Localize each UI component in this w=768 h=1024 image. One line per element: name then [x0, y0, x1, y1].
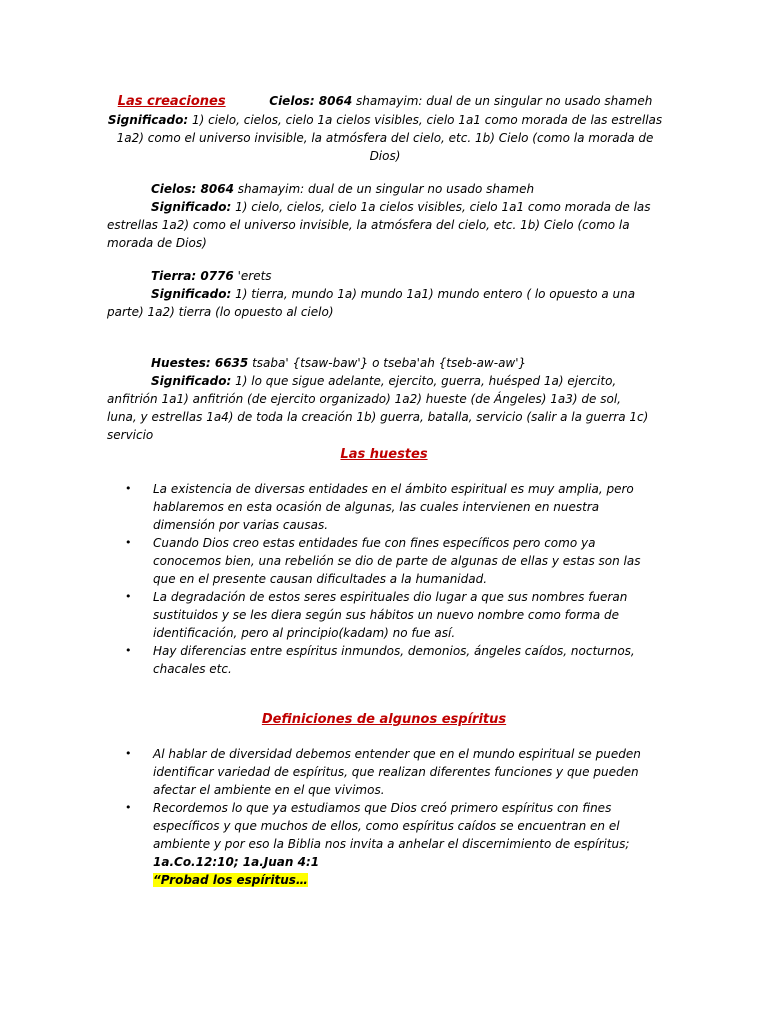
section-title-creaciones: Las creaciones [117, 94, 226, 109]
bullet-icon: • [125, 482, 132, 495]
list-item [125, 588, 665, 642]
entry-huestes-significado [107, 372, 652, 444]
entry-tierra-significado [107, 285, 652, 321]
bullet-icon: • [125, 801, 132, 814]
entry-tierra-text: 'erets [237, 269, 272, 283]
entry-cielos-sig-rest: estrellas 1a2) como el universo invisible, la atmósfera del cielo, etc. 1b) Cielo (como la morada de Dios) [107, 218, 630, 250]
bullet-icon: • [125, 644, 132, 657]
list-item-text: Hay diferencias entre espíritus inmundos, demonios, ángeles caídos, nocturnos, chacales etc. [153, 644, 635, 676]
entry-tierra-header [107, 267, 652, 285]
section-title-huestes: Las huestes [340, 447, 428, 462]
list-item-text: La degradación de estos seres espirituales dio lugar a que sus nombres fueran sustituidos y se les diera según sus hábitos un nuevo nombre como forma de identificación, pero al principio(kadam) no fue así. [153, 590, 628, 640]
entry-huestes-sig-line1: 1) lo que sigue adelante, ejercito, guerra, huésped 1a) ejercito, anfitrión [107, 374, 617, 406]
bible-reference: 1a.Co.12:10; 1a.Juan 4:1 [153, 855, 320, 869]
entry-tierra-sig-rest: 1a2) tierra (lo opuesto al cielo) [147, 305, 334, 319]
entry-cielos-term: Cielos: 8064 [151, 182, 234, 196]
entry-huestes-term: Huestes: 6635 [151, 356, 249, 370]
list-item [125, 642, 665, 678]
heading-huestes-wrap [0, 445, 768, 464]
list-item-text: Cuando Dios creo estas entidades fue con fines específicos pero como ya conocemos bien, una rebelión se dio de parte de algunas de ellas y estas son las que en el presente causan dificultades a la humanidad. [153, 536, 641, 586]
definiciones-list [125, 745, 665, 889]
huestes-list [125, 480, 665, 678]
list-item [125, 480, 665, 534]
bullet-icon: • [125, 536, 132, 549]
intro-title-line [105, 92, 665, 111]
intro-sig-text: 1) cielo, cielos, cielo 1a cielos visibles, cielo 1a1 como morada de las estrellas 1a2) como el universo invisible, la atmósfera del cielo, etc. 1b) Cielo (como la morada de Dios) [116, 113, 663, 163]
entry-cielos-sig-label: Significado: [151, 200, 232, 214]
list-item [125, 745, 665, 799]
bullet-icon: • [125, 590, 132, 603]
entry-cielos-text: shamayim: dual de un singular no usado shameh [237, 182, 535, 196]
list-item-text: La existencia de diversas entidades en el ámbito espiritual es muy amplia, pero hablaremos en esta ocasión de algunas, las cuales intervienen en nuestra dimensión por varias causas. [153, 482, 634, 532]
list-item-text: Al hablar de diversidad debemos entender que en el mundo espiritual se pueden identificar variedad de espíritus, que realizan diferentes funciones y que pueden afectar el ambiente en el que vivimos. [153, 747, 641, 797]
entry-huestes-sig-rest: 1a1) anfitrión (de ejercito organizado) 1a2) hueste (de Ángeles) 1a3) de sol, luna, y estrellas 1a4) de toda la creación 1b) guerra, batalla, servicio (salir a la guerra 1c) servicio [107, 392, 649, 442]
entry-cielos [107, 180, 652, 252]
heading-defs-wrap [0, 710, 768, 729]
intro-cielos-text: shamayim: dual de un singular no usado shameh [356, 94, 653, 108]
intro-significado [105, 111, 665, 165]
list-item-text: Recordemos lo que ya estudiamos que Dios creó primero espíritus con fines específicos y que muchos de ellos, como espíritus caídos se encuentran en el ambiente y por eso la Biblia nos invita a anhelar el discernimiento de espíritus; [153, 801, 630, 851]
entry-tierra-sig-label: Significado: [151, 287, 232, 301]
list-item [125, 799, 665, 889]
section-title-definiciones: Definiciones de algunos espíritus [261, 712, 507, 727]
highlighted-quote: “Probad los espíritus… [153, 873, 308, 887]
entry-huestes [107, 354, 652, 444]
entry-cielos-significado [107, 198, 652, 252]
intro-sig-label: Significado: [107, 113, 189, 127]
entry-tierra [107, 267, 652, 321]
entry-cielos-sig-line1: 1) cielo, cielos, cielo 1a cielos visibles, cielo 1a1 como morada de las [235, 200, 651, 214]
entry-huestes-header [107, 354, 652, 372]
entry-cielos-header [107, 180, 652, 198]
entry-huestes-text: tsaba' {tsaw-baw'} o tseba'ah {tseb-aw-aw'} [252, 356, 527, 370]
intro-block [105, 92, 665, 165]
entry-huestes-sig-label: Significado: [151, 374, 232, 388]
entry-tierra-term: Tierra: 0776 [151, 269, 234, 283]
entry-tierra-sig-line1: 1) tierra, mundo 1a) mundo 1a1) mundo entero ( lo opuesto a una parte) [107, 287, 636, 319]
intro-cielos-term: Cielos: 8064 [269, 94, 353, 108]
bullet-icon: • [125, 747, 132, 760]
list-item [125, 534, 665, 588]
